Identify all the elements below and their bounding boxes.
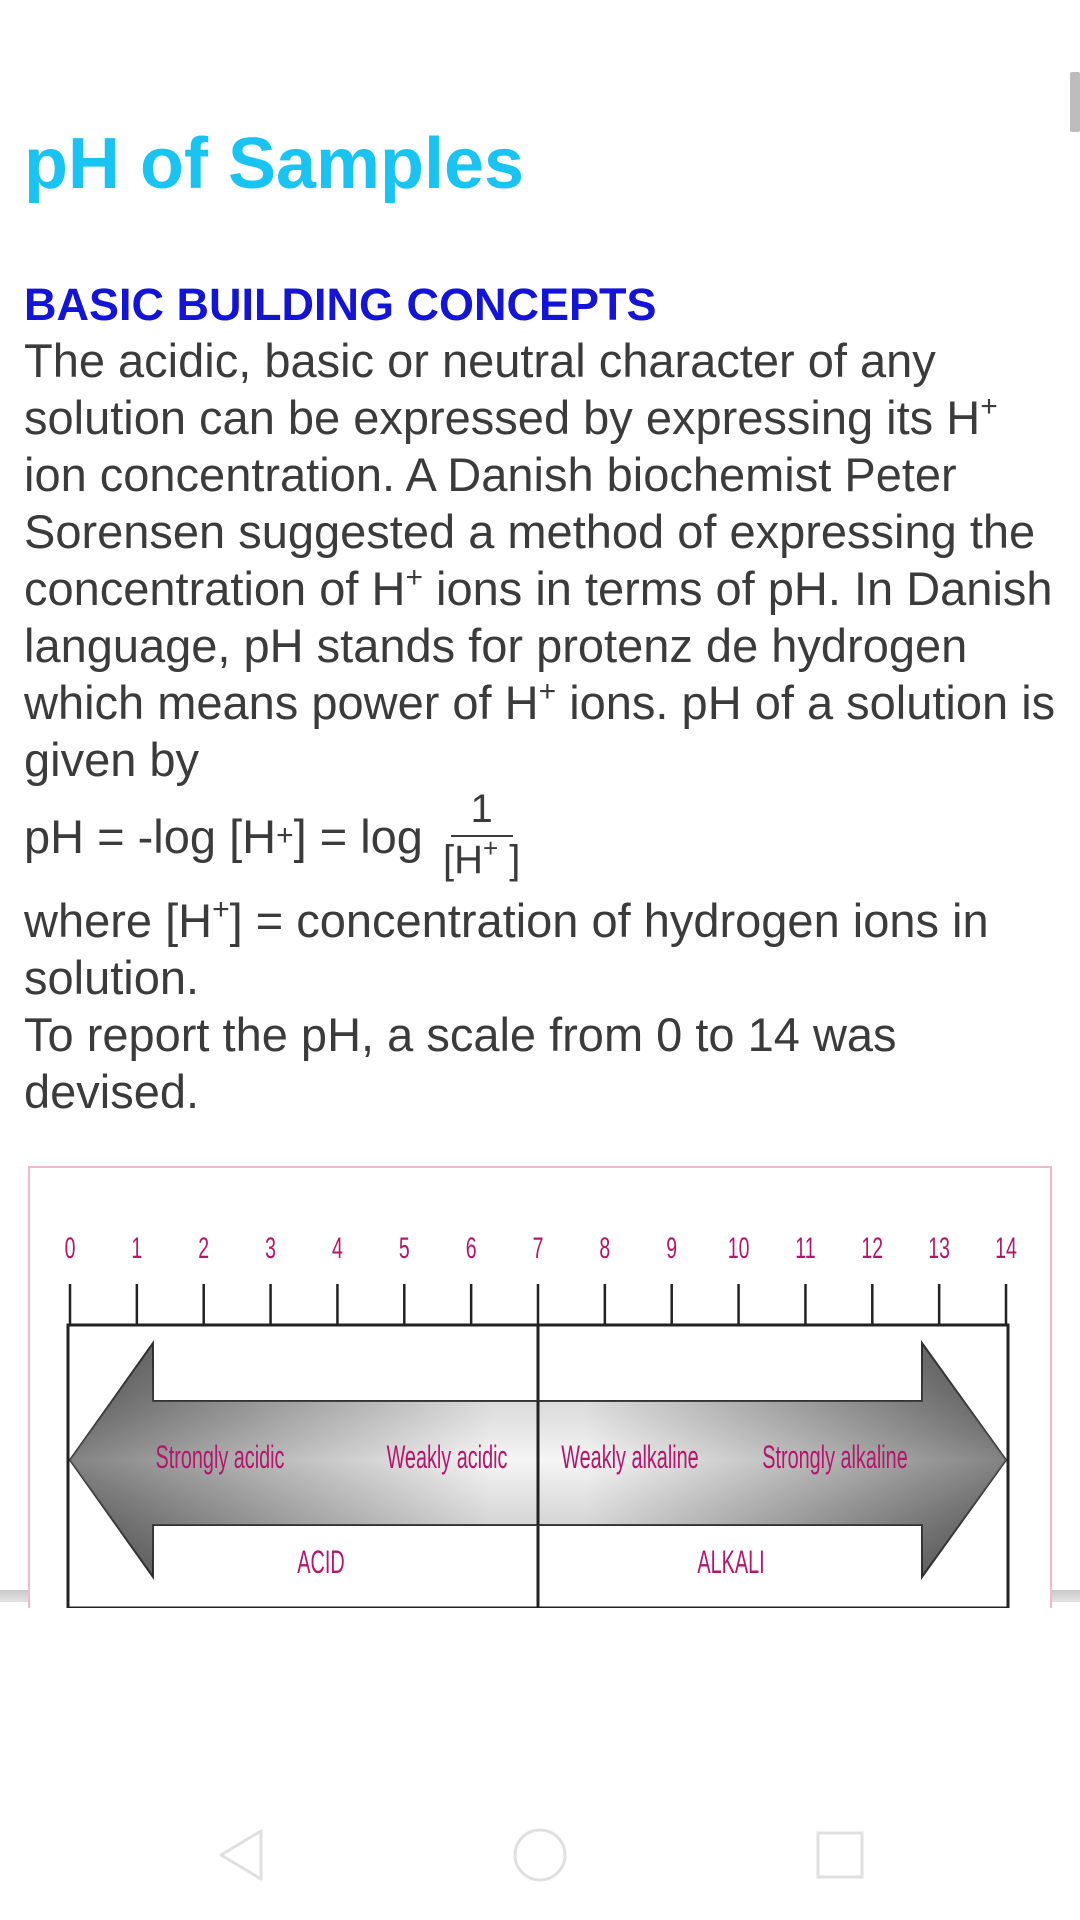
system-nav-bar — [0, 1800, 1080, 1920]
home-button[interactable] — [500, 1820, 580, 1890]
tick-label: 7 — [532, 1231, 544, 1266]
recents-button[interactable] — [800, 1820, 880, 1890]
page-title: pH of Samples — [24, 124, 525, 204]
tick-label: 9 — [666, 1231, 678, 1266]
label-strongly-alkaline: Strongly alkaline — [762, 1439, 908, 1476]
report-paragraph: To report the pH, a scale from 0 to 14 was devised. — [24, 1008, 897, 1118]
recents-icon — [815, 1830, 865, 1880]
intro-text-1: The acidic, basic or neutral character of any solution can be expressed by expressing its H — [24, 334, 981, 444]
tick-label: 5 — [398, 1231, 410, 1266]
tick-labels — [65, 1232, 1017, 1265]
tick-label: 10 — [727, 1231, 750, 1266]
tick-label: 4 — [332, 1231, 343, 1266]
label-alkali: ALKALI — [697, 1544, 765, 1581]
tick-label: 3 — [265, 1231, 276, 1266]
tick-label: 8 — [599, 1231, 611, 1266]
superscript-plus: + — [212, 893, 230, 926]
tick-label: 13 — [928, 1231, 950, 1266]
ph-scale-figure — [28, 1166, 1052, 1608]
formula-mid: ] = log — [293, 809, 423, 863]
label-weakly-alkaline: Weakly alkaline — [561, 1439, 699, 1476]
tick-label: 11 — [795, 1231, 816, 1266]
formula-fraction — [443, 789, 520, 883]
home-icon — [512, 1827, 568, 1883]
intro-text-2: ion concentration. A Danish biochemist Peter Sorensen suggested a method of expressing the concentration of H — [24, 448, 1036, 615]
den-open: [H — [442, 838, 483, 882]
section-heading: BASIC BUILDING CONCEPTS — [24, 279, 657, 330]
label-weakly-acidic: Weakly acidic — [386, 1439, 508, 1476]
article-body — [24, 278, 1064, 1120]
intro-text-3: ions in terms of pH. In Danish language, pH stands for protenz de hydrogen which means power of H — [24, 562, 1053, 729]
where-text-1: where [H — [24, 894, 213, 947]
superscript-plus: + — [405, 561, 423, 594]
back-icon — [215, 1828, 265, 1882]
tick-label: 0 — [64, 1231, 76, 1266]
tick-label: 12 — [861, 1231, 884, 1266]
fraction-denominator — [442, 833, 521, 883]
label-acid: ACID — [297, 1544, 345, 1581]
scrollbar-thumb[interactable] — [1070, 72, 1080, 132]
fraction-numerator: 1 — [451, 789, 513, 837]
intro-text-4: ions. pH of a solution is given by — [24, 676, 1056, 786]
where-paragraph — [24, 892, 1064, 1006]
label-strongly-acidic: Strongly acidic — [155, 1439, 285, 1476]
tick-label: 2 — [198, 1231, 210, 1266]
tick-label: 1 — [131, 1231, 143, 1266]
ph-formula: pH = -log [H + ] = log $\frac{1}{[H^+ ]}$ — [24, 787, 521, 882]
superscript-plus: + — [980, 390, 998, 423]
intro-paragraph — [24, 332, 1064, 788]
where-text-2: ] = concentration of hydrogen ions in solution. — [24, 894, 989, 1004]
den-close: ] — [498, 838, 521, 882]
superscript-plus: + — [538, 675, 557, 708]
tick-label: 14 — [995, 1231, 1017, 1266]
ph-scale-diagram — [30, 1168, 1050, 1608]
formula-left: pH = -log [H — [24, 809, 277, 863]
tick-marks — [70, 1284, 1006, 1325]
tick-label: 6 — [465, 1231, 477, 1266]
back-button[interactable] — [200, 1820, 280, 1890]
superscript-plus: + — [482, 833, 499, 863]
